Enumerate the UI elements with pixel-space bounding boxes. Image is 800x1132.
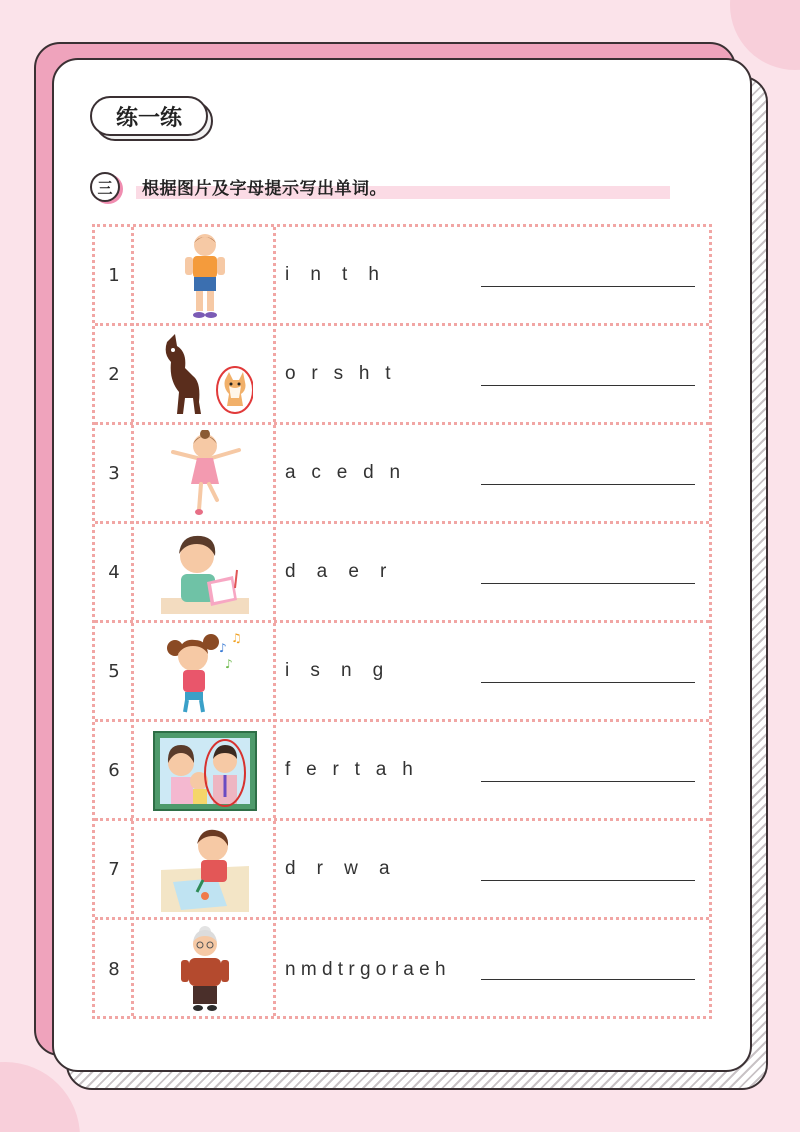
row-number: 3 <box>108 462 120 484</box>
exercise-row-8 <box>95 920 709 1019</box>
letter-hints: d r w a <box>285 858 390 879</box>
exercise-row-5 <box>95 623 709 722</box>
big-dog-small-dog-icon <box>137 330 273 420</box>
boy-standing-icon <box>137 231 273 321</box>
row-number: 1 <box>108 264 120 286</box>
section-heading <box>90 170 680 202</box>
background-circle-top-right <box>730 0 800 70</box>
svg-text:♫: ♫ <box>231 631 242 645</box>
row-number: 6 <box>108 759 120 781</box>
boy-drawing-icon <box>137 825 273 915</box>
row-number: 8 <box>108 959 120 980</box>
title-pill <box>90 96 214 140</box>
answer-line[interactable] <box>481 583 695 584</box>
exercise-row-1 <box>95 227 709 326</box>
row-number: 5 <box>108 660 120 682</box>
exercise-table <box>92 224 712 1019</box>
family-photo-father-icon <box>137 726 273 816</box>
svg-text:♪: ♪ <box>225 657 233 671</box>
exercise-row-7 <box>95 821 709 920</box>
worksheet-card <box>52 58 752 1072</box>
letter-hints: a c e d n <box>285 462 401 483</box>
answer-line[interactable] <box>481 781 695 782</box>
exercise-row-6 <box>95 722 709 821</box>
page-title: 练一练 <box>90 96 208 136</box>
letter-hints: n m d t r g o r a e h <box>285 958 446 980</box>
answer-line[interactable] <box>481 979 695 980</box>
letter-hints: o r s h t <box>285 363 391 384</box>
row-number: 2 <box>108 363 120 385</box>
section-number-badge: 三 <box>90 172 120 202</box>
row-number: 7 <box>108 858 120 880</box>
letter-hints: i s n g <box>285 660 384 681</box>
girl-dancing-icon <box>137 429 273 519</box>
answer-line[interactable] <box>481 385 695 386</box>
letter-hints: i n t h <box>285 264 379 285</box>
letter-hints: f e r t a h <box>285 759 413 780</box>
exercise-row-4 <box>95 524 709 623</box>
grandmother-icon <box>137 924 273 1014</box>
answer-line[interactable] <box>481 880 695 881</box>
answer-line[interactable] <box>481 682 695 683</box>
boy-reading-icon <box>137 528 273 618</box>
exercise-row-2 <box>95 326 709 425</box>
row-number: 4 <box>108 561 120 583</box>
answer-line[interactable] <box>481 484 695 485</box>
girl-singing-icon <box>137 627 273 717</box>
answer-line[interactable] <box>481 286 695 287</box>
section-instruction: 根据图片及字母提示写出单词。 <box>142 179 387 199</box>
letter-hints: d a e r <box>285 561 387 582</box>
exercise-row-3 <box>95 425 709 524</box>
svg-text:♪: ♪ <box>219 641 227 655</box>
